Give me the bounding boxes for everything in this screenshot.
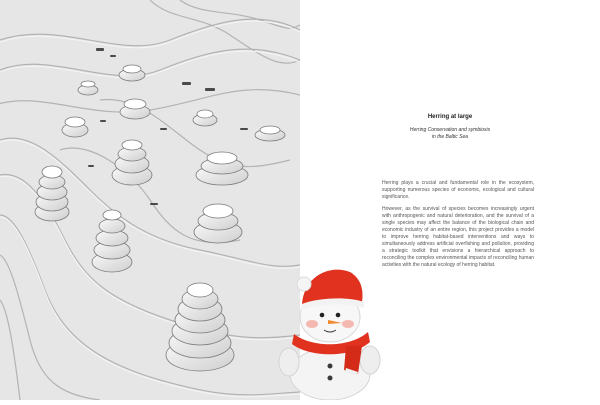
paragraph-1: Herring plays a crucial and fundamental role in the ecosystem, supporting numerous species of economic, ecological and cultural significance. bbox=[382, 180, 534, 200]
snowman-icon bbox=[272, 262, 390, 400]
paragraph-2: However, as the survival of species becomes increasingly urgent with anthropogenic and natural deterioration, and the survival of a single species may affect the balance of the biological chain and economic industry of an entire region, this project provides a model to improve herring habitat-based interventions and ways to simultaneously address artificial overfishing and pollution, providing a strategic toolkit that envisions a hierarchical approach to reconciling the complex environmental impacts of reconciling human activities with the natural ecology of herring habitat. bbox=[382, 206, 534, 268]
subtitle-line-2: in the Baltic Sea bbox=[431, 134, 469, 140]
body-text bbox=[382, 180, 534, 274]
topographic-model-image bbox=[0, 0, 300, 400]
subtitle-line-1: Herring Conservation and symbiosis bbox=[409, 127, 491, 133]
project-subtitle bbox=[380, 127, 520, 141]
project-title: Herring at large bbox=[427, 114, 473, 120]
